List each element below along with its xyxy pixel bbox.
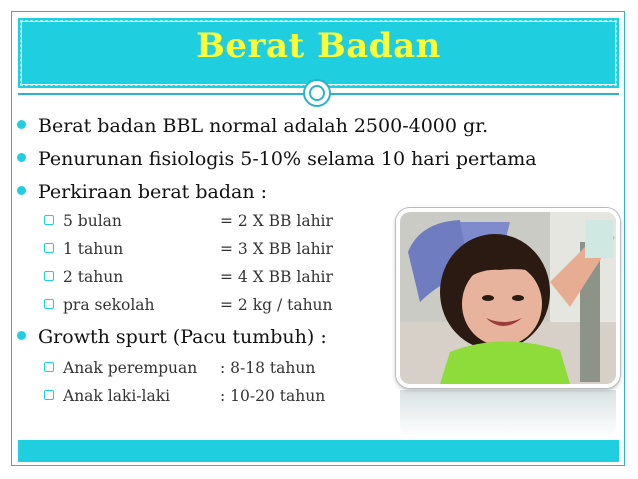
photo-reflection [400, 390, 616, 438]
bullet-item: Growth spurt (Pacu tumbuh) : [17, 326, 327, 348]
bullet-item: Perkiraan berat badan : [17, 181, 267, 203]
bullet-item: Berat badan BBL normal adalah 2500-4000 gr. [17, 115, 488, 137]
sub-bullet-item: Anak laki-laki : 10-20 tahun [44, 387, 170, 405]
bullet-icon [17, 153, 26, 162]
child-photo [396, 208, 620, 388]
bullet-icon [17, 186, 26, 195]
bullet-item: Penurunan fisiologis 5-10% selama 10 hari pertama [17, 148, 537, 170]
sub-bullet-item: 1 tahun = 3 X BB lahir [44, 240, 123, 258]
bullet-icon [17, 120, 26, 129]
square-bullet-icon [44, 215, 54, 225]
sub-bullet-item: 2 tahun = 4 X BB lahir [44, 268, 123, 286]
square-bullet-icon [44, 271, 54, 281]
bullet-icon [17, 331, 26, 340]
sub-bullet-item: Anak perempuan : 8-18 tahun [44, 359, 197, 377]
square-bullet-icon [44, 299, 54, 309]
separator-circle-icon [303, 79, 331, 107]
square-bullet-icon [44, 243, 54, 253]
square-bullet-icon [44, 390, 54, 400]
bottom-band [18, 440, 619, 462]
sub-bullet-item: pra sekolah = 2 kg / tahun [44, 296, 155, 314]
square-bullet-icon [44, 362, 54, 372]
slide-title: Berat Badan [196, 26, 441, 66]
sub-bullet-item: 5 bulan = 2 X BB lahir [44, 212, 122, 230]
child-photo-illustration [400, 212, 616, 384]
